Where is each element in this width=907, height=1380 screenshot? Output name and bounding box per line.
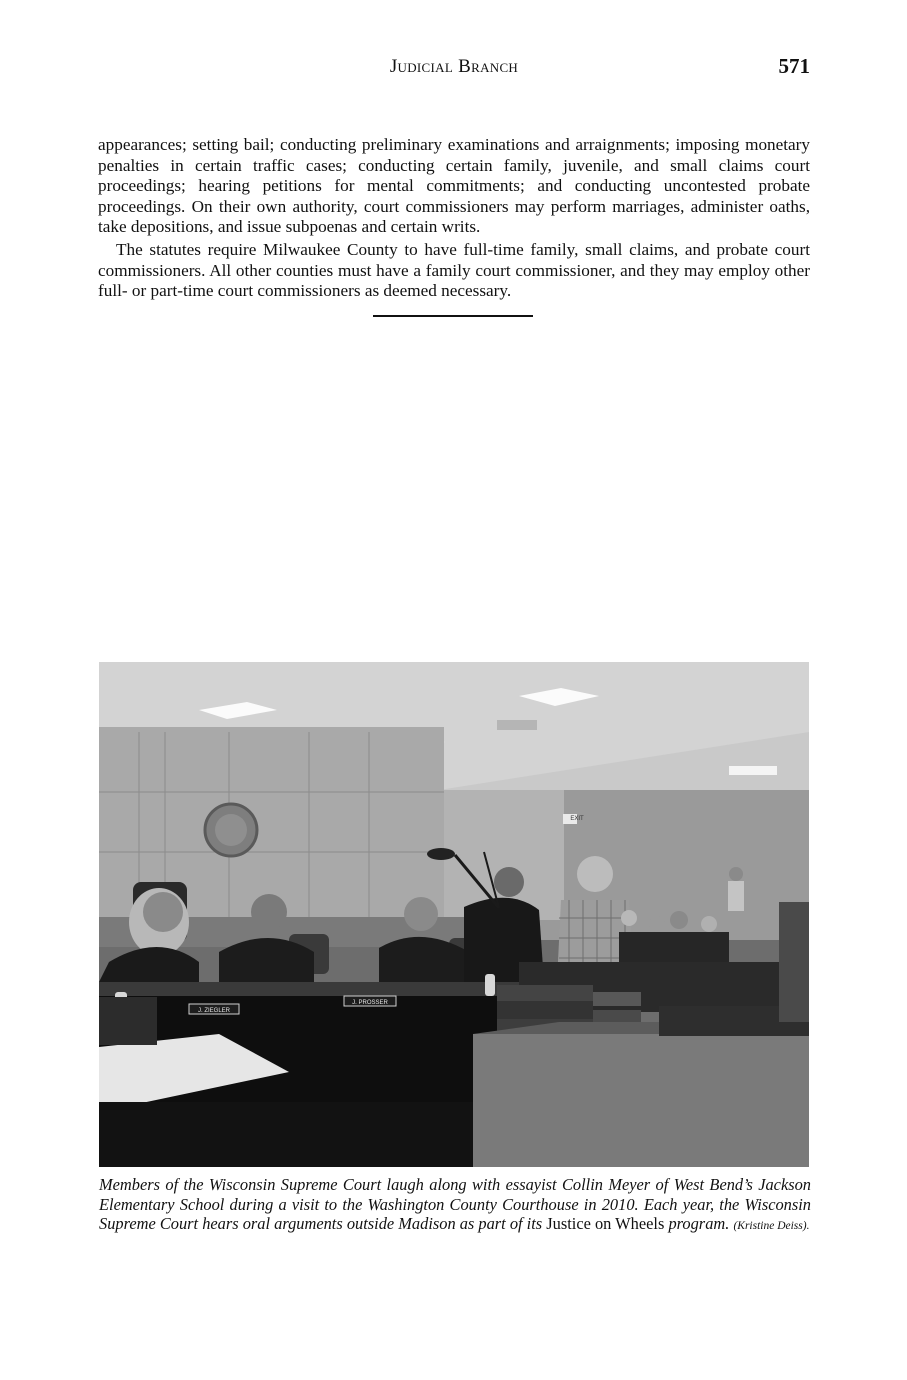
running-head: Judicial Branch [389, 56, 519, 77]
exit-sign: EXIT [570, 816, 584, 822]
photo-credit: (Kristine Deiss). [733, 1220, 810, 1233]
section-divider [373, 315, 533, 317]
caption-program-word: program. [668, 1214, 730, 1234]
caption-program-name: Justice on Wheels [546, 1214, 665, 1234]
nameplate-ziegler: J. ZIEGLER [197, 1008, 231, 1014]
body-paragraph-1: appearances; setting bail; conducting preliminary examinations and arraignments; imposing monetary penalties in certain traffic cases; conducting certain family, juvenile, and small claims court proceedings; hearing petitions for mental commitments; and conducting uncontested probate proceedings. On their own authority, court commissioners may perform marriages, administer oaths, take depositions, and issue subpoenas and certain writs. [98, 135, 810, 237]
photo-caption [99, 1175, 811, 1237]
page-header [98, 56, 810, 80]
page-number: 571 [778, 54, 810, 78]
nameplate-prosser: J. PROSSER [352, 1000, 388, 1006]
courtroom-photo [99, 662, 809, 1167]
body-paragraph-2: The statutes require Milwaukee County to have full-time family, small claims, and probate court commissioners. All other counties must have a family court commissioner, and they may employ other full- or part-time court commissioners as deemed necessary. [98, 239, 810, 301]
caption-text: Members of the Wisconsin Supreme Court laugh along with essayist Collin Meyer of West Bend’s Jackson Elementary School during a visit to the Washington County Courthouse in 2010. Each year, the Wisconsin Supreme Court hears oral arguments outside Madison as part of its [99, 1175, 811, 1234]
body-text [98, 135, 810, 302]
